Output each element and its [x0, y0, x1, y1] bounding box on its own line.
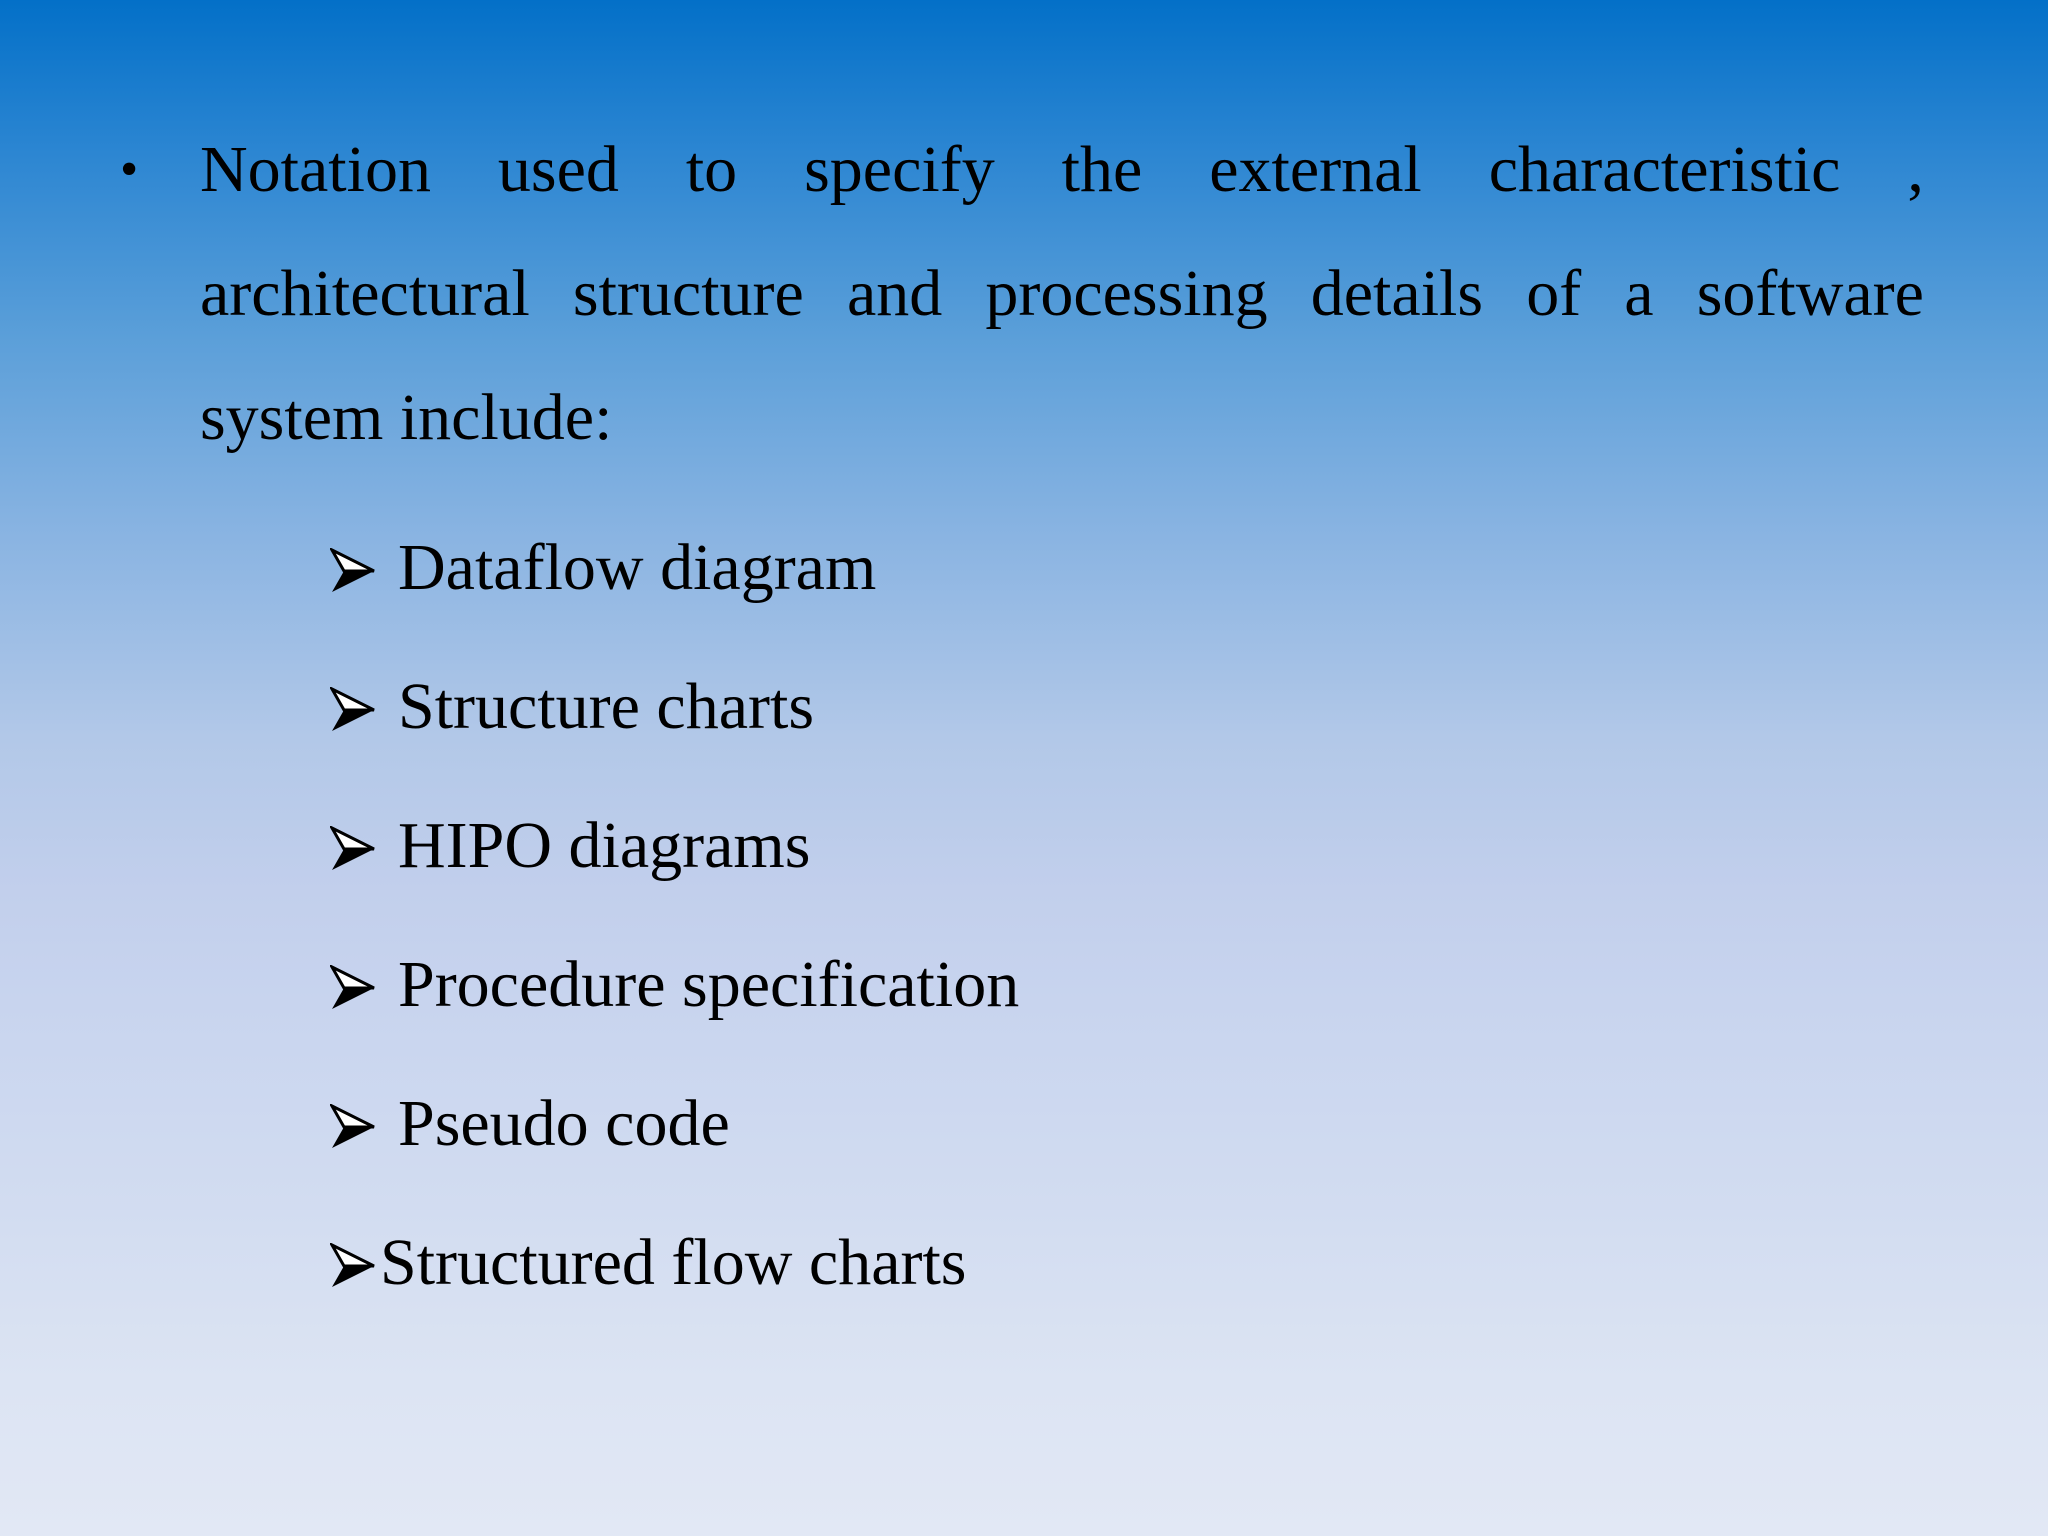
list-item	[330, 667, 1830, 806]
word: processing	[985, 257, 1268, 330]
bullet-line-3: system include:	[200, 381, 613, 454]
list-item-label: Structured flow charts	[380, 1226, 967, 1299]
word: used	[497, 133, 619, 206]
notation-list	[330, 528, 1830, 1362]
bullet-line-2	[200, 254, 1924, 378]
list-item	[330, 528, 1830, 667]
list-item-label: Pseudo code	[398, 1087, 730, 1160]
word: details	[1310, 257, 1484, 330]
bullet-dot-icon: •	[120, 141, 139, 198]
arrow-head-icon	[330, 528, 378, 608]
word: and	[846, 257, 943, 330]
arrow-head-icon	[330, 1084, 378, 1164]
arrow-head-icon	[330, 806, 378, 886]
arrow-head-icon	[330, 945, 378, 1025]
bullet-text	[200, 130, 2044, 502]
list-item	[330, 806, 1830, 945]
word: specify	[804, 133, 995, 206]
word: software	[1696, 257, 1924, 330]
list-item-label: Procedure specification	[398, 948, 1020, 1021]
arrow-head-icon	[330, 1223, 378, 1303]
word: Notation	[200, 133, 431, 206]
word: external	[1209, 133, 1422, 206]
list-item-label: HIPO diagrams	[398, 809, 811, 882]
bullet-line-1	[200, 130, 1924, 254]
word: a	[1624, 257, 1654, 330]
word: to	[685, 133, 738, 206]
list-item	[330, 945, 1830, 1084]
word: ,	[1907, 133, 1924, 206]
list-item	[330, 1084, 1830, 1223]
list-item	[330, 1223, 1830, 1362]
word: the	[1061, 133, 1143, 206]
list-item-label: Structure charts	[398, 670, 815, 743]
word: structure	[572, 257, 804, 330]
word: of	[1526, 257, 1582, 330]
list-item-label: Dataflow diagram	[398, 531, 877, 604]
word: architectural	[200, 257, 530, 330]
arrow-head-icon	[330, 667, 378, 747]
word: characteristic	[1488, 133, 1841, 206]
